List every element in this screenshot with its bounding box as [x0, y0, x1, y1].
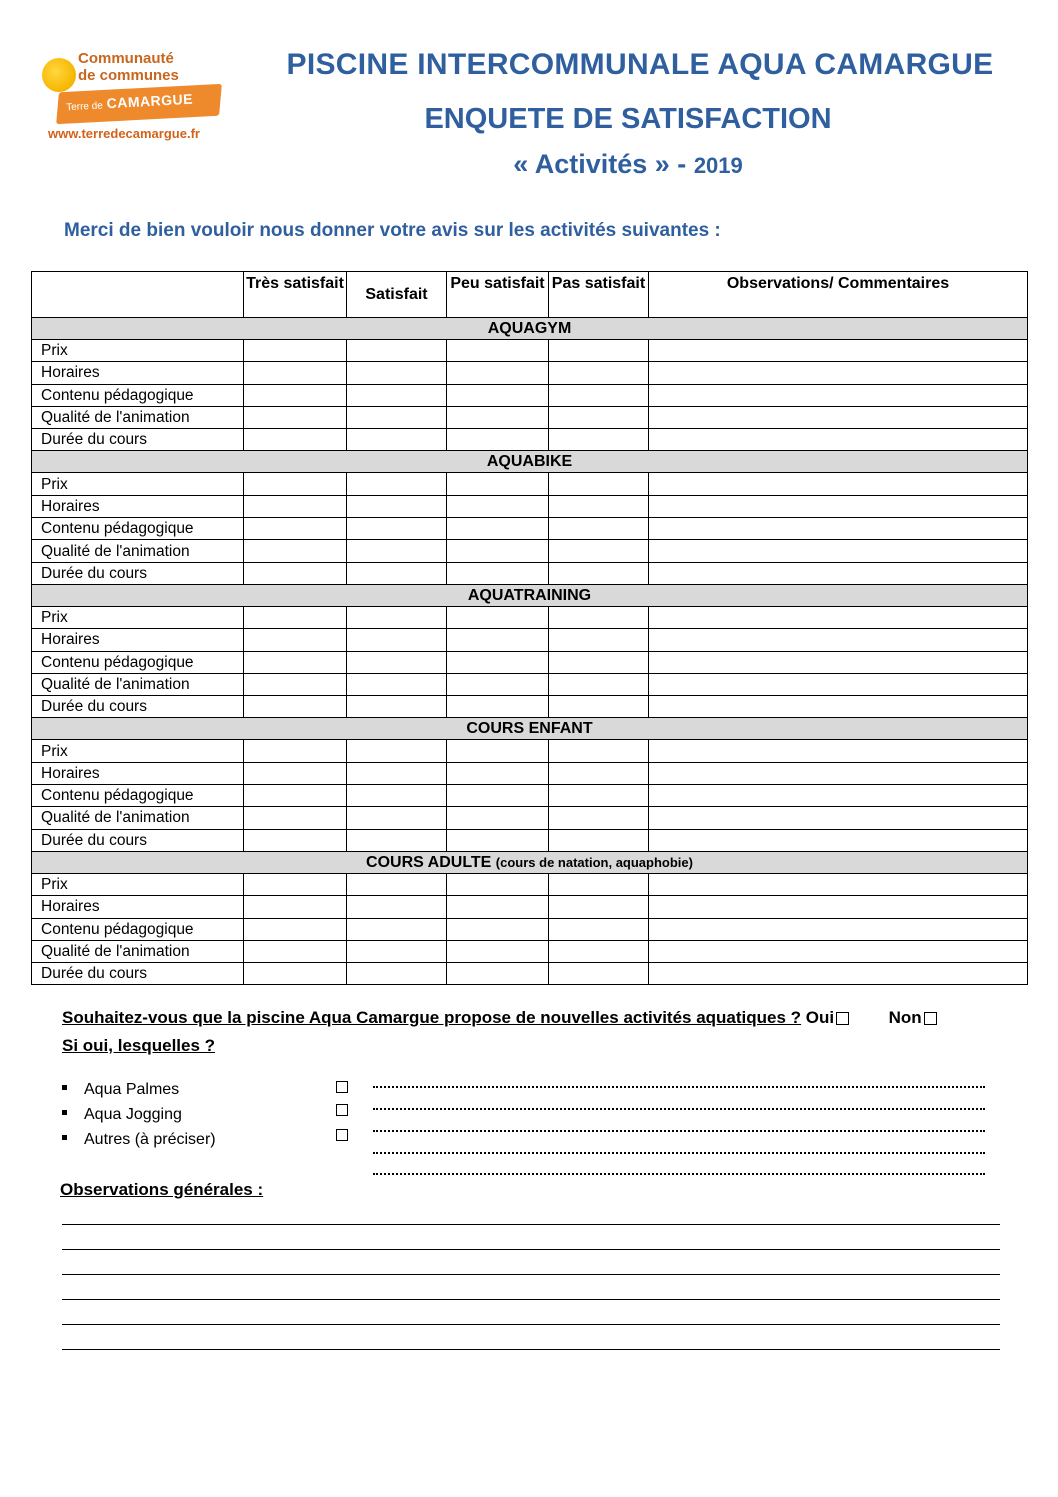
table-row: [32, 918, 1028, 940]
table-row: [32, 673, 1028, 695]
table-row: [32, 696, 1028, 718]
table-row: [32, 873, 1028, 895]
criterion-label: Contenu pédagogique: [32, 651, 244, 673]
satisfait-cell[interactable]: [347, 873, 447, 895]
pas-satisfait-cell[interactable]: [549, 785, 649, 807]
answer-dotted-line[interactable]: [373, 1152, 985, 1154]
answer-dotted-line[interactable]: [373, 1108, 985, 1110]
new-activities-question: [62, 1008, 937, 1028]
logo-line2: de communes: [78, 67, 179, 84]
peu-satisfait-cell[interactable]: [447, 963, 549, 985]
peu-satisfait-cell[interactable]: [447, 696, 549, 718]
tres-satisfait-cell[interactable]: [244, 896, 347, 918]
satisfaction-table: [31, 271, 1028, 985]
satisfait-cell[interactable]: [347, 606, 447, 628]
section-name: COURS ADULTE: [366, 853, 492, 871]
peu-satisfait-cell[interactable]: [447, 495, 549, 517]
table-row: [32, 562, 1028, 584]
pas-satisfait-cell[interactable]: [549, 696, 649, 718]
criterion-label: Qualité de l'animation: [32, 673, 244, 695]
pas-satisfait-cell[interactable]: [549, 362, 649, 384]
section-header-row: [32, 851, 1028, 873]
aqua-palmes-checkbox[interactable]: [336, 1081, 348, 1093]
criterion-label: Contenu pédagogique: [32, 918, 244, 940]
satisfait-cell[interactable]: [347, 829, 447, 851]
satisfait-cell[interactable]: [347, 362, 447, 384]
no-label: Non: [888, 1008, 922, 1027]
criterion-label: Horaires: [32, 362, 244, 384]
criterion-label: Prix: [32, 873, 244, 895]
tres-satisfait-cell[interactable]: [244, 473, 347, 495]
pas-satisfait-cell[interactable]: [549, 606, 649, 628]
table-row: [32, 963, 1028, 985]
observation-line[interactable]: [62, 1324, 1000, 1325]
tres-satisfait-cell[interactable]: [244, 785, 347, 807]
criterion-label: Durée du cours: [32, 562, 244, 584]
option-autres: [62, 1131, 216, 1149]
section-title: [32, 851, 1028, 873]
tres-satisfait-cell[interactable]: [244, 384, 347, 406]
header-satisfait: Satisfait: [347, 272, 447, 318]
criterion-label: Contenu pédagogique: [32, 785, 244, 807]
criterion-label: Contenu pédagogique: [32, 384, 244, 406]
tres-satisfait-cell[interactable]: [244, 918, 347, 940]
page-title: PISCINE INTERCOMMUNALE AQUA CAMARGUE: [286, 48, 994, 81]
satisfait-cell[interactable]: [347, 629, 447, 651]
observations-cell[interactable]: [649, 362, 1028, 384]
pas-satisfait-cell[interactable]: [549, 473, 649, 495]
observations-cell[interactable]: [649, 940, 1028, 962]
table-row: [32, 940, 1028, 962]
satisfait-cell[interactable]: [347, 673, 447, 695]
header-tres-satisfait: Très satisfait: [244, 272, 347, 318]
pas-satisfait-cell[interactable]: [549, 629, 649, 651]
peu-satisfait-cell[interactable]: [447, 762, 549, 784]
followup-question: Si oui, lesquelles ?: [62, 1036, 216, 1055]
tres-satisfait-cell[interactable]: [244, 673, 347, 695]
peu-satisfait-cell[interactable]: [447, 406, 549, 428]
section-title: [32, 718, 1028, 740]
pas-satisfait-cell[interactable]: [549, 896, 649, 918]
section-name: AQUAGYM: [487, 320, 572, 337]
pas-satisfait-cell[interactable]: [549, 918, 649, 940]
tres-satisfait-cell[interactable]: [244, 940, 347, 962]
criterion-label: Durée du cours: [32, 429, 244, 451]
activities-heading: [228, 149, 1028, 180]
section-header-row: [32, 584, 1028, 606]
table-row: [32, 629, 1028, 651]
tres-satisfait-cell[interactable]: [244, 540, 347, 562]
header-blank: [32, 272, 244, 318]
logo: [40, 50, 230, 150]
header-pas-satisfait: Pas satisfait: [549, 272, 649, 318]
satisfait-cell[interactable]: [347, 384, 447, 406]
pas-satisfait-cell[interactable]: [549, 495, 649, 517]
pas-satisfait-cell[interactable]: [549, 562, 649, 584]
peu-satisfait-cell[interactable]: [447, 384, 549, 406]
option-label: Aqua Palmes: [84, 1081, 180, 1098]
yes-checkbox[interactable]: [836, 1012, 849, 1025]
autres-checkbox[interactable]: [336, 1129, 348, 1141]
tres-satisfait-cell[interactable]: [244, 340, 347, 362]
tres-satisfait-cell[interactable]: [244, 696, 347, 718]
option-label: Aqua Jogging: [84, 1106, 182, 1123]
criterion-label: Durée du cours: [32, 696, 244, 718]
criterion-label: Prix: [32, 473, 244, 495]
criterion-label: Durée du cours: [32, 963, 244, 985]
criterion-label: Contenu pédagogique: [32, 518, 244, 540]
peu-satisfait-cell[interactable]: [447, 651, 549, 673]
tres-satisfait-cell[interactable]: [244, 807, 347, 829]
tres-satisfait-cell[interactable]: [244, 963, 347, 985]
section-title: [32, 584, 1028, 606]
answer-dotted-line[interactable]: [373, 1086, 985, 1088]
table-row: [32, 829, 1028, 851]
pas-satisfait-cell[interactable]: [549, 807, 649, 829]
answer-dotted-line[interactable]: [373, 1173, 985, 1175]
section-header-row: [32, 718, 1028, 740]
criterion-label: Qualité de l'animation: [32, 940, 244, 962]
satisfait-cell[interactable]: [347, 785, 447, 807]
option-aqua-jogging: [62, 1106, 182, 1124]
observations-cell[interactable]: [649, 740, 1028, 762]
satisfait-cell[interactable]: [347, 651, 447, 673]
criterion-label: Qualité de l'animation: [32, 540, 244, 562]
logo-line1: Communauté: [78, 50, 174, 67]
activities-label: « Activités » -: [513, 149, 687, 179]
satisfait-cell[interactable]: [347, 340, 447, 362]
bullet-icon: [62, 1135, 67, 1140]
observations-cell[interactable]: [649, 473, 1028, 495]
peu-satisfait-cell[interactable]: [447, 340, 549, 362]
criterion-label: Horaires: [32, 629, 244, 651]
table-row: [32, 651, 1028, 673]
peu-satisfait-cell[interactable]: [447, 429, 549, 451]
no-checkbox[interactable]: [924, 1012, 937, 1025]
satisfait-cell[interactable]: [347, 495, 447, 517]
pas-satisfait-cell[interactable]: [549, 829, 649, 851]
option-aqua-palmes: [62, 1081, 179, 1099]
observations-cell[interactable]: [649, 518, 1028, 540]
observations-label: Observations générales :: [60, 1180, 264, 1199]
criterion-label: Horaires: [32, 495, 244, 517]
table-row: [32, 807, 1028, 829]
observations-cell[interactable]: [649, 673, 1028, 695]
tres-satisfait-cell[interactable]: [244, 873, 347, 895]
observations-cell[interactable]: [649, 807, 1028, 829]
sun-logo-icon: [42, 58, 76, 92]
pas-satisfait-cell[interactable]: [549, 651, 649, 673]
table-row: [32, 606, 1028, 628]
section-title: [32, 318, 1028, 340]
logo-band-small: Terre de: [65, 100, 104, 114]
table-row: [32, 340, 1028, 362]
peu-satisfait-cell[interactable]: [447, 740, 549, 762]
bullet-icon: [62, 1110, 67, 1115]
table-header-row: [32, 272, 1028, 318]
criterion-label: Prix: [32, 606, 244, 628]
tres-satisfait-cell[interactable]: [244, 829, 347, 851]
tres-satisfait-cell[interactable]: [244, 429, 347, 451]
tres-satisfait-cell[interactable]: [244, 406, 347, 428]
pas-satisfait-cell[interactable]: [549, 340, 649, 362]
intro-text: Merci de bien vouloir nous donner votre avis sur les activités suivantes :: [64, 220, 721, 241]
observations-cell[interactable]: [649, 696, 1028, 718]
bullet-icon: [62, 1085, 67, 1090]
criterion-label: Qualité de l'animation: [32, 406, 244, 428]
table-row: [32, 740, 1028, 762]
peu-satisfait-cell[interactable]: [447, 518, 549, 540]
observations-cell[interactable]: [649, 384, 1028, 406]
observations-cell[interactable]: [649, 651, 1028, 673]
observations-cell[interactable]: [649, 406, 1028, 428]
satisfait-cell[interactable]: [347, 406, 447, 428]
observations-cell[interactable]: [649, 606, 1028, 628]
peu-satisfait-cell[interactable]: [447, 562, 549, 584]
tres-satisfait-cell[interactable]: [244, 518, 347, 540]
aqua-jogging-checkbox[interactable]: [336, 1104, 348, 1116]
satisfait-cell[interactable]: [347, 473, 447, 495]
section-name: AQUATRAINING: [467, 586, 592, 604]
section-header-row: [32, 451, 1028, 473]
pas-satisfait-cell[interactable]: [549, 762, 649, 784]
table-row: [32, 384, 1028, 406]
pas-satisfait-cell[interactable]: [549, 384, 649, 406]
criterion-label: Prix: [32, 740, 244, 762]
table-row: [32, 896, 1028, 918]
yes-label: Oui: [805, 1008, 835, 1027]
pas-satisfait-cell[interactable]: [549, 429, 649, 451]
observation-line[interactable]: [62, 1274, 1000, 1275]
observations-cell[interactable]: [649, 762, 1028, 784]
observations-cell[interactable]: [649, 963, 1028, 985]
tres-satisfait-cell[interactable]: [244, 495, 347, 517]
table-row: [32, 785, 1028, 807]
observations-cell[interactable]: [649, 429, 1028, 451]
table-row: [32, 518, 1028, 540]
peu-satisfait-cell[interactable]: [447, 606, 549, 628]
peu-satisfait-cell[interactable]: [447, 807, 549, 829]
pas-satisfait-cell[interactable]: [549, 940, 649, 962]
logo-url: www.terredecamargue.fr: [48, 126, 200, 141]
satisfait-cell[interactable]: [347, 740, 447, 762]
pas-satisfait-cell[interactable]: [549, 673, 649, 695]
header-peu-satisfait: Peu satisfait: [447, 272, 549, 318]
tres-satisfait-cell[interactable]: [244, 606, 347, 628]
year-label: 2019: [693, 153, 743, 178]
tres-satisfait-cell[interactable]: [244, 740, 347, 762]
criterion-label: Horaires: [32, 896, 244, 918]
pas-satisfait-cell[interactable]: [549, 740, 649, 762]
satisfait-cell[interactable]: [347, 562, 447, 584]
observations-cell[interactable]: [649, 629, 1028, 651]
peu-satisfait-cell[interactable]: [447, 473, 549, 495]
peu-satisfait-cell[interactable]: [447, 940, 549, 962]
observation-line[interactable]: [62, 1249, 1000, 1250]
answer-dotted-line[interactable]: [373, 1130, 985, 1132]
criterion-label: Qualité de l'animation: [32, 807, 244, 829]
header-observations: Observations/ Commentaires: [649, 272, 1028, 318]
observations-cell[interactable]: [649, 873, 1028, 895]
criterion-label: Horaires: [32, 762, 244, 784]
satisfait-cell[interactable]: [347, 807, 447, 829]
peu-satisfait-cell[interactable]: [447, 785, 549, 807]
table-row: [32, 495, 1028, 517]
peu-satisfait-cell[interactable]: [447, 362, 549, 384]
peu-satisfait-cell[interactable]: [447, 918, 549, 940]
section-name: AQUABIKE: [486, 453, 573, 471]
tres-satisfait-cell[interactable]: [244, 362, 347, 384]
satisfait-cell[interactable]: [347, 429, 447, 451]
tres-satisfait-cell[interactable]: [244, 762, 347, 784]
tres-satisfait-cell[interactable]: [244, 562, 347, 584]
observations-cell[interactable]: [649, 340, 1028, 362]
observations-cell[interactable]: [649, 562, 1028, 584]
satisfait-cell[interactable]: [347, 963, 447, 985]
satisfait-cell[interactable]: [347, 518, 447, 540]
pas-satisfait-cell[interactable]: [549, 963, 649, 985]
table-row: [32, 473, 1028, 495]
logo-band-big: CAMARGUE: [106, 90, 194, 112]
section-name: COURS ENFANT: [466, 720, 593, 738]
option-label: Autres (à préciser): [84, 1131, 216, 1148]
satisfait-cell[interactable]: [347, 540, 447, 562]
peu-satisfait-cell[interactable]: [447, 673, 549, 695]
criterion-label: Durée du cours: [32, 829, 244, 851]
satisfait-cell[interactable]: [347, 918, 447, 940]
satisfait-cell[interactable]: [347, 762, 447, 784]
criterion-label: Prix: [32, 340, 244, 362]
satisfait-cell[interactable]: [347, 896, 447, 918]
tres-satisfait-cell[interactable]: [244, 651, 347, 673]
pas-satisfait-cell[interactable]: [549, 540, 649, 562]
observations-cell[interactable]: [649, 896, 1028, 918]
observations-cell[interactable]: [649, 540, 1028, 562]
observations-cell[interactable]: [649, 918, 1028, 940]
table-row: [32, 406, 1028, 428]
observation-line[interactable]: [62, 1224, 1000, 1225]
pas-satisfait-cell[interactable]: [549, 518, 649, 540]
table-row: [32, 362, 1028, 384]
observation-line[interactable]: [62, 1299, 1000, 1300]
pas-satisfait-cell[interactable]: [549, 873, 649, 895]
table-row: [32, 540, 1028, 562]
observations-cell[interactable]: [649, 495, 1028, 517]
observations-cell[interactable]: [649, 785, 1028, 807]
peu-satisfait-cell[interactable]: [447, 629, 549, 651]
peu-satisfait-cell[interactable]: [447, 873, 549, 895]
tres-satisfait-cell[interactable]: [244, 629, 347, 651]
table-row: [32, 762, 1028, 784]
section-header-row: [32, 318, 1028, 340]
section-title: [32, 451, 1028, 473]
question-text: Souhaitez-vous que la piscine Aqua Camargue propose de nouvelles activités aquatiques ?: [62, 1008, 802, 1027]
peu-satisfait-cell[interactable]: [447, 540, 549, 562]
observations-cell[interactable]: [649, 829, 1028, 851]
satisfait-cell[interactable]: [347, 940, 447, 962]
observation-line[interactable]: [62, 1349, 1000, 1350]
peu-satisfait-cell[interactable]: [447, 829, 549, 851]
page-subtitle: ENQUETE DE SATISFACTION: [424, 103, 832, 135]
table-row: [32, 429, 1028, 451]
satisfait-cell[interactable]: [347, 696, 447, 718]
peu-satisfait-cell[interactable]: [447, 896, 549, 918]
section-note: (cours de natation, aquaphobie): [495, 854, 693, 870]
pas-satisfait-cell[interactable]: [549, 406, 649, 428]
